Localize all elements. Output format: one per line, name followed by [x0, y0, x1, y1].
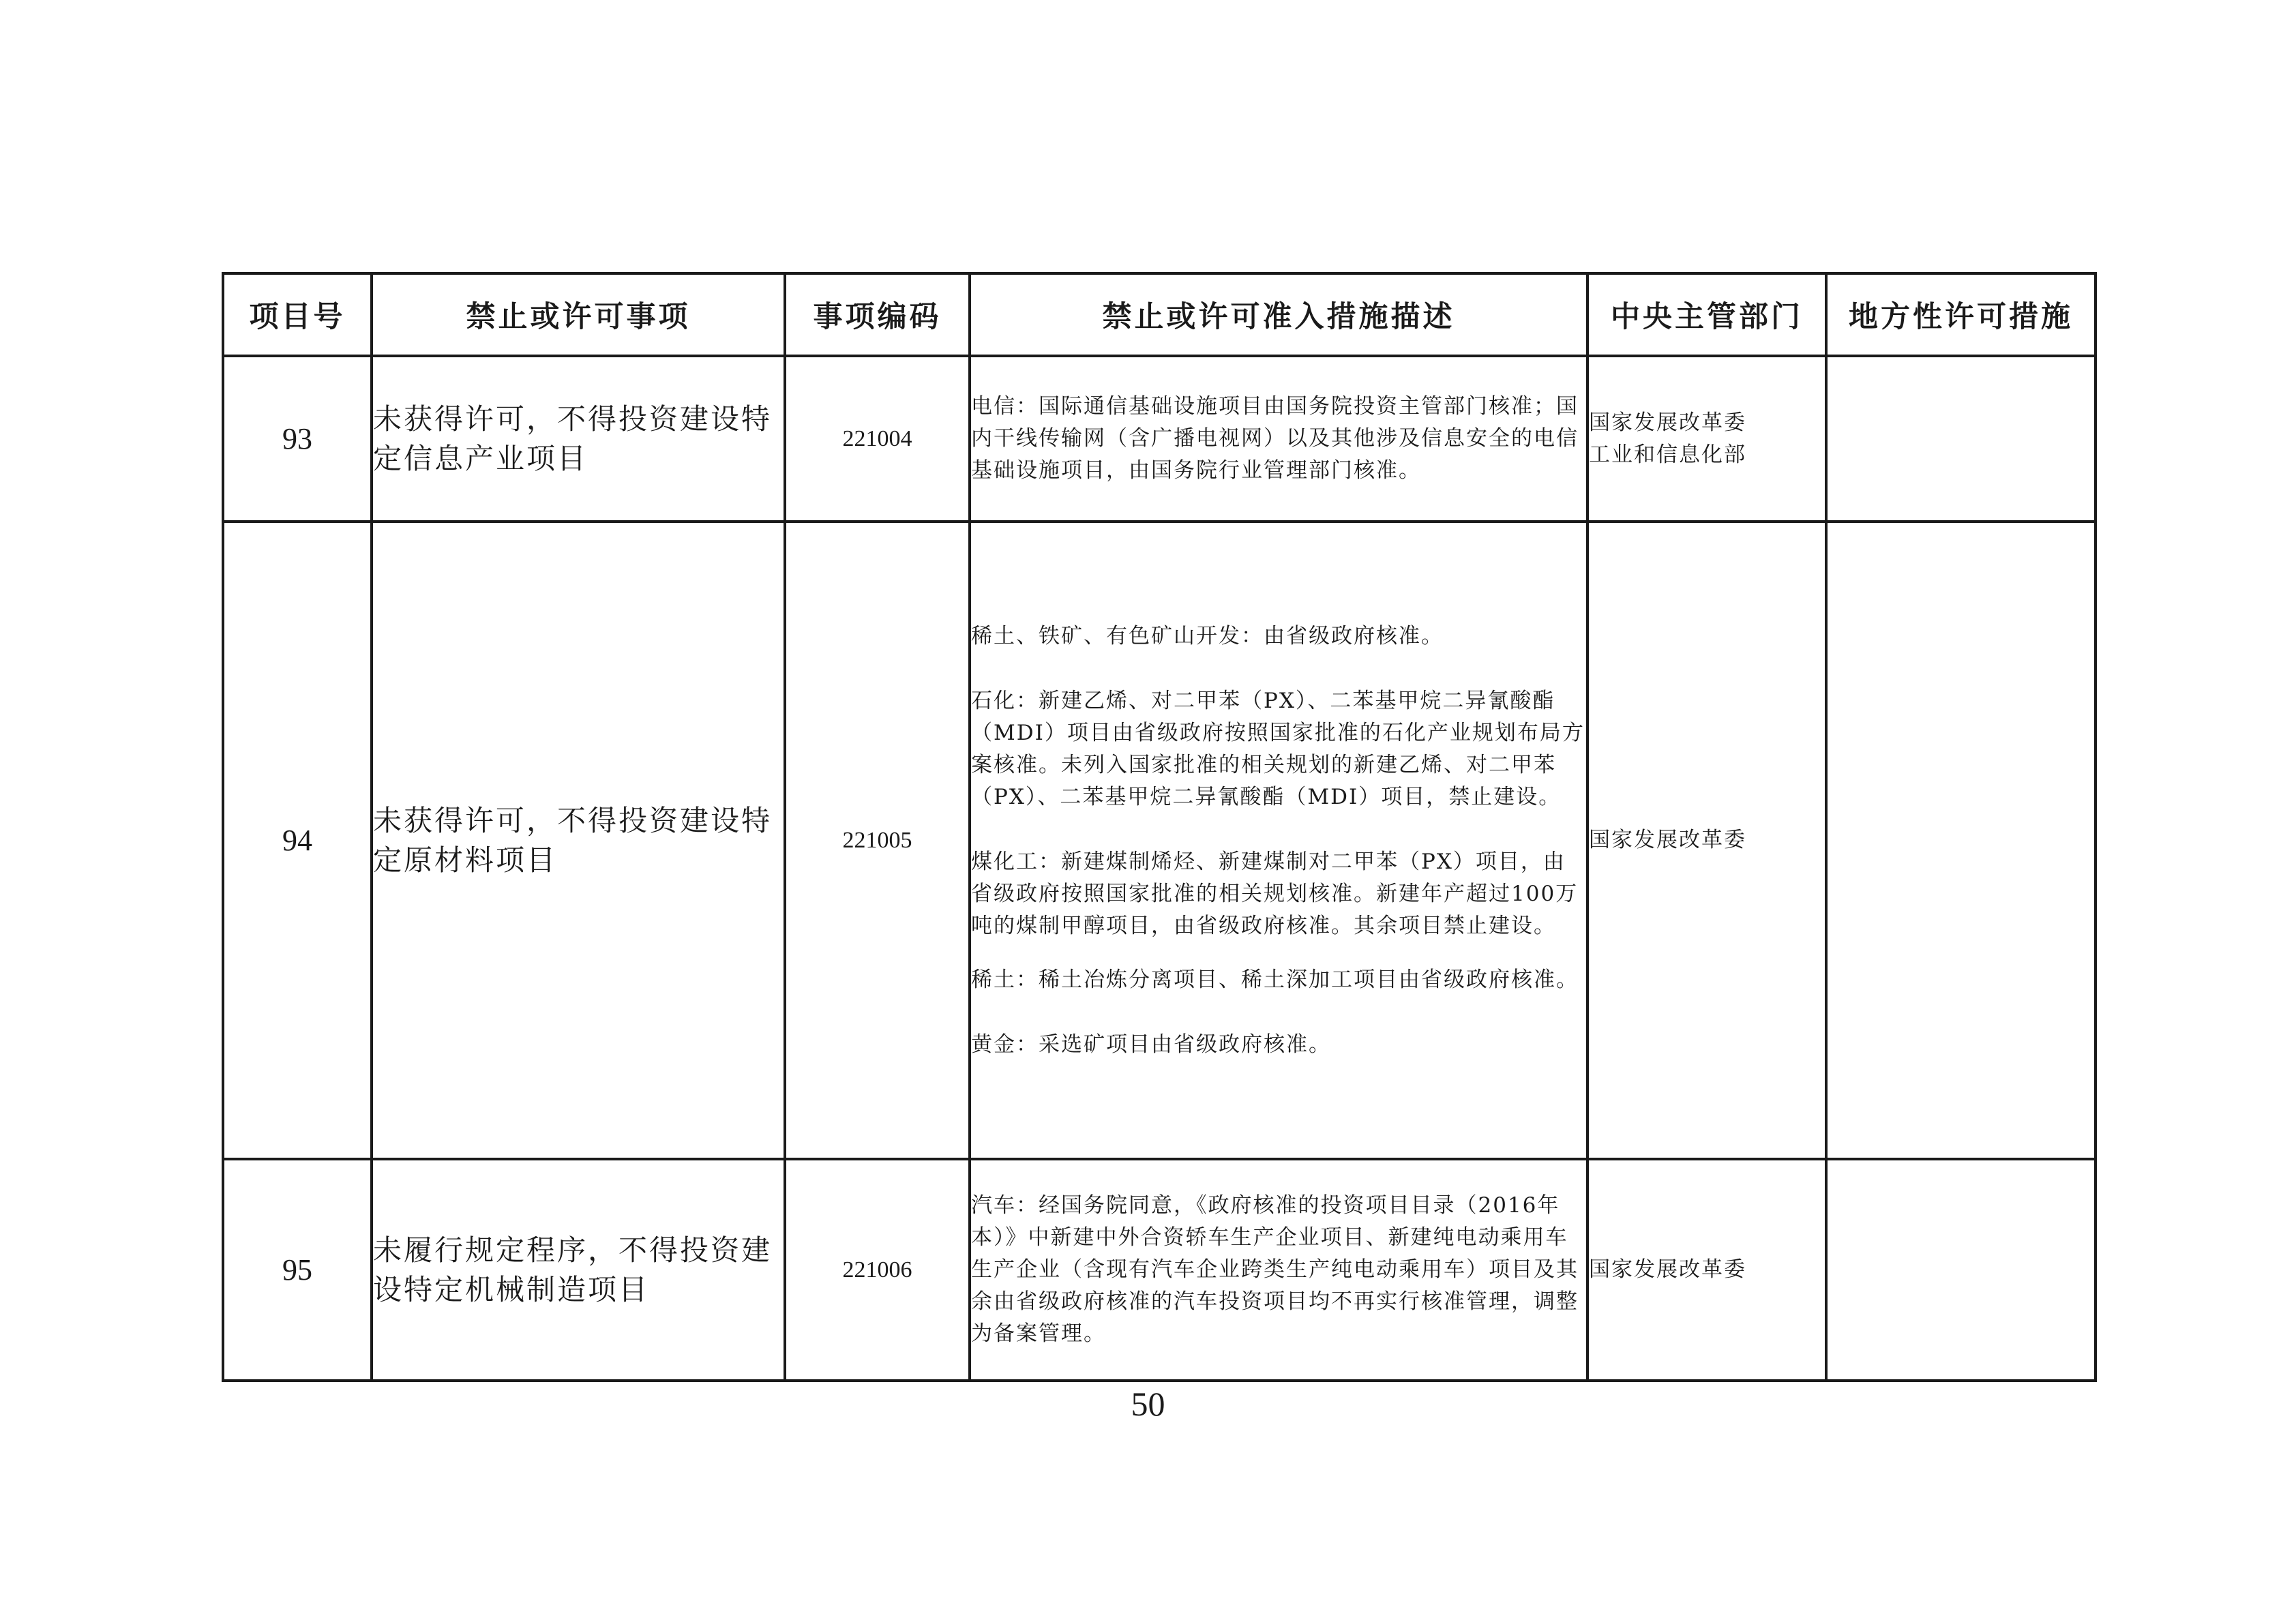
description-paragraph: 黄金：采选矿项目由省级政府核准。	[971, 1032, 1331, 1057]
item-description	[970, 356, 1587, 522]
item-code: 221004	[785, 356, 970, 522]
item-description	[970, 522, 1587, 1159]
department-name: 国家发展改革委	[1589, 828, 1746, 852]
department-name: 国家发展改革委	[1589, 410, 1746, 435]
table-row	[223, 522, 2096, 1159]
local-measure	[1826, 522, 2096, 1159]
central-department	[1587, 1159, 1826, 1381]
header-item: 禁止或许可事项	[372, 273, 785, 356]
central-department	[1587, 522, 1826, 1159]
table-row	[223, 356, 2096, 522]
item-code: 221006	[785, 1159, 970, 1381]
description-paragraph: 电信：国际通信基础设施项目由国务院投资主管部门核准；国内干线传输网（含广播电视网）以及其他涉及信息安全的电信基础设施项目，由国务院行业管理部门核准。	[971, 394, 1579, 483]
description-paragraph: 稀土：稀土冶炼分离项目、稀土深加工项目由省级政府核准。	[971, 967, 1579, 992]
description-paragraph: 煤化工：新建煤制烯烃、新建煤制对二甲苯（PX）项目，由省级政府按照国家批准的相关规划核准。新建年产超过100万吨的煤制甲醇项目，由省级政府核准。其余项目禁止建设。	[971, 849, 1579, 938]
header-local-measure: 地方性许可措施	[1826, 273, 2096, 356]
local-measure	[1826, 1159, 2096, 1381]
central-department	[1587, 356, 1826, 522]
description-paragraph: 汽车：经国务院同意，《政府核准的投资项目目录（2016年本）》中新建中外合资轿车生产企业项目、新建纯电动乘用车生产企业（含现有汽车企业跨类生产纯电动乘用车）项目及其余由省级政府核准的汽车投资项目均不再实行核准管理，调整为备案管理。	[971, 1193, 1579, 1346]
item-title: 未获得许可，不得投资建设特定信息产业项目	[372, 356, 785, 522]
item-number: 95	[223, 1159, 372, 1381]
local-measure	[1826, 356, 2096, 522]
header-department: 中央主管部门	[1587, 273, 1826, 356]
table-header-row	[223, 273, 2096, 356]
header-item-number: 项目号	[223, 273, 372, 356]
description-paragraph: 稀土、铁矿、有色矿山开发：由省级政府核准。	[971, 623, 1444, 648]
item-number: 94	[223, 522, 372, 1159]
item-code: 221005	[785, 522, 970, 1159]
table-row	[223, 1159, 2096, 1381]
item-description	[970, 1159, 1587, 1381]
header-description: 禁止或许可准入措施描述	[970, 273, 1587, 356]
description-paragraph: 石化：新建乙烯、对二甲苯（PX）、二苯基甲烷二异氰酸酯（MDI）项目由省级政府按照国家批准的石化产业规划布局方案核准。未列入国家批准的相关规划的新建乙烯、对二甲苯（PX）、二苯基甲烷二异氰酸酯（MDI）项目，禁止建设。	[971, 688, 1585, 809]
negative-list-table	[222, 272, 2097, 1382]
page-number: 50	[1131, 1385, 1165, 1423]
department-name: 国家发展改革委	[1589, 1257, 1746, 1282]
item-title: 未履行规定程序，不得投资建设特定机械制造项目	[372, 1159, 785, 1381]
department-name: 工业和信息化部	[1589, 442, 1746, 467]
header-code: 事项编码	[785, 273, 970, 356]
item-title: 未获得许可，不得投资建设特定原材料项目	[372, 522, 785, 1159]
item-number: 93	[223, 356, 372, 522]
